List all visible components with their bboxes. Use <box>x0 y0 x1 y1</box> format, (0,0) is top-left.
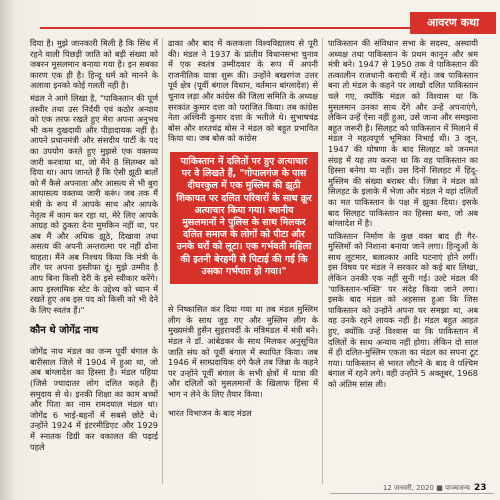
paragraph: जोगेंद्र नाथ मंडल का जन्म पूर्वी बंगाल के बारीसाल जिले में 1904 में हुआ था, जो अब बांग्लादेश का हिस्सा है। मंडल पहिया (जिसे ज्यादातर लोग दलित कहते हैं) समुदाय से थे। इनकी शिक्षा का काम बच्चों और पिता का नाम रामदयाल मंडल था। जोगेंद्र 6 भाई-बहनों में सबसे छोटे थे। उन्होंने 1924 में इंटरमीडिएट और 1929 में स्नातक डिग्री कर वकालत की पढ़ाई पहले <box>30 346 158 452</box>
subheading: कौन थे जोगेंद्र नाथ <box>30 325 99 336</box>
paragraph: दिया है। मुझे जानकारी मिली है कि सिंध में रहने वाली पिछड़ी जाति को बड़ी संख्या को जबरन मुसलमान बनाया गया है। इन सबका कारण एक ही है। हिन्दू धर्म को मानने के अलावा इनको कोई गलती नहीं है। <box>30 38 158 91</box>
paragraph: पाकिस्तान निर्माण के कुछ वक्त बाद ही गैर-मुस्लिमों को निशाना बनाया जाने लगा। हिन्दुओं के साथ लूटमार, बलात्कार आदि घटनाएं होने लगीं। इस विषय पर मंडल ने सरकार को कई बार लिखा, लेकिन उनकी एक नहीं सुनी गई। उल्टे मंडल की 'पाकिस्तान-भक्ति' पर संदेह किया जाने लगा। इसके बाद मंडल को अहसास हुआ कि जिस पाकिस्तान को उन्होंने अपना घर समझा था, अब वह उनके रहने लायक नहीं है। मंडल बहुत आहत हुए, क्योंकि उन्हें विश्वास था कि पाकिस्तान में दलितों के साथ अन्याय नहीं होगा। लेकिन दो साल में ही दलित-मुस्लिम एकता का मंडल का सपना टूट गया। पाकिस्तान से भारत लौटने के बाद वे पश्चिम बंगाल में रहने लगे। वहीं उन्होंने 5 अक्तूबर, 1968 को अंतिम सांस ली। <box>328 230 478 389</box>
article-column-1-bottom <box>30 338 158 478</box>
article-column-2-bottom <box>168 296 318 482</box>
article-column-1-top <box>30 38 158 318</box>
page-gutter-shadow <box>0 0 14 500</box>
section-tag: आवरण कथा <box>410 12 496 34</box>
footer-rule <box>330 493 494 494</box>
issue-info: 12 जनवरी, 2020 ■ पाञ्चजन्य <box>382 484 470 492</box>
column-divider <box>162 38 163 484</box>
paragraph: भारत विभाजन के बाद मंडल <box>168 407 252 418</box>
paragraph: से निष्कासित कर दिया गया था तब मंडल मुस्लिम लीग के साथ जुड़ गए और मुस्लिम लीग के मुख्यमंत्री हुसैन सुहरावर्दी के मंत्रिमंडल में मंत्री बने। मंडल ने डॉ. आंबेडकर के साथ मिलकर अनुसूचित जाति संघ को पूर्वी बंगाल में स्थापित किया। जब 1946 में साम्प्रदायिक दंगे फैले तब जिन्ना के कहने पर उन्होंने पूर्वी बंगाल के सभी क्षेत्रों में यात्रा की और दलितों को मुसलमानों के खिलाफ हिंसा में भाग न लेने के लिए तैयार किया। <box>168 304 318 399</box>
paragraph: पाकिस्तान की संविधान सभा के सदस्य, अस्थायी अध्यक्ष तथा पाकिस्तान के प्रथम कानून और श्रम मंत्री बने। 1947 से 1950 तक वे पाकिस्तान की तत्कालीन राजधानी कराची में रहे। जब पाकिस्तान बना तो मंडल के कहने पर लाखों दलित पाकिस्तान चले गए, क्योंकि मंडल को विश्वास था कि मुसलमान उनका साथ देंगे और उन्हें अपनाएंगे, लेकिन उन्हें ऐसा नहीं हुआ, उसे जाना और समझना बहुत जरूरी है। सिलहट को पाकिस्तान में मिलाने में मंडल ने महत्वपूर्ण भूमिका निभाई थी। 3 जून, 1947 की घोषणा के बाद सिलहट को जनमत संग्रह में यह तय करना था कि वह पाकिस्तान का हिस्सा बनेगा या नहीं। उस दिनों सिलहट में हिंदू-मुस्लिम की संख्या बराबर थी। जिन्ना ने मंडल को सिलहट के इलाके में भेजा और मंडल ने वहां दलितों का मत पाकिस्तान के पक्ष में झुका दिया। इसके बाद सिलहट पाकिस्तान का हिस्सा बना, जो अब बांग्लादेश में है। <box>328 38 478 229</box>
paragraph: ढाका और बाद में कलकत्ता विश्वविद्यालय से पूरी की। मंडल ने 1937 के प्रांतीय विधानसभा चुनाव में एक स्वतंत्र उम्मीदवार के रूप में अपनी राजनीतिक यात्रा शुरू की। उन्होंने बखरगंज उत्तर पूर्व क्षेत्र (पूर्वी बंगाल विधान, वर्तमान बांग्लादेश) से चुनाव लड़ा और कांग्रेस की जिला समिति के अध्यक्ष सरकांत कुमार दत्ता को पराजित किया। तब कांग्रेस नेता अश्विनी कुमार दत्ता के भतीजे थे। सुभाषचंद्र बोस और शरतचंद्र बोस ने मंडल को बहुत प्रभावित किया था। जब बोस को कांग्रेस <box>168 38 318 143</box>
paragraph: मंडल ने आगे लिखा है, "पाकिस्तान की पूर्ण तस्वीर तथा उस निर्दयी एवं कठोर अन्याय को एक तरफ रखते हुए मेरा अपना अनुभव भी कम दुखदायी और पीड़ादायक नहीं है। आपने प्रधानमंत्री और संसदीय पार्टी के पद का उपयोग करते हुए मुझसे एक वक्तव्य जारी करवाया था, जो मैंने 8 सितम्बर को दिया था। आप जानते हैं कि ऐसी झूठी बातों को मैं कैसे अपनाता और आसत्य से भी बुरा आधासत्य वक्तव्य जारी करूं। जब तक मैं मंत्री के रूप में आपके साथ और आपके नेतृत्व में काम कर रहा था, मेरे लिए आपके आग्रह को ठुकरा देना मुमकिन नहीं था, पर अब मैं और अधिक झूठे, दिखावा तथा असत्य की अपनी अन्तरात्मा पर नहीं ढोना चाहता। मैंने अब निश्चय किया कि मंत्री के तौर पर अपना इस्तीफा दूं। मुझे उम्मीद है आप बिना किसी देरी के इसे स्वीकार करेंगे। आप इस्लामिक स्टेट के उद्देश्य को ध्यान में रखते हुए अब इस पद को किसी को भी देने के लिए स्वतंत्र हैं।" <box>30 92 158 315</box>
article-column-2-top <box>168 38 318 143</box>
article-column-3 <box>328 38 478 484</box>
column-divider <box>322 38 323 484</box>
pull-quote: पाकिस्तान में दलितों पर हुए अत्याचार पर वे लिखते हैं, "गोपालगंज के पास दीघरकुल में एक मुस्लिम की झूठी शिकायत पर दलित परिवारों के साथ क्रूर अत्याचार किया गया। स्थानीय मुसलमानों ने पुलिस के साथ मिलकर दलित समाज के लोगों को पीटा और उनके घरों को लूटा। एक गर्भवती महिला की इतनी बेरहमी से पिटाई की गई कि उसका गर्भपात हो गया।" <box>170 152 318 284</box>
header-rule <box>40 27 410 29</box>
page-number: 23 <box>474 483 487 493</box>
